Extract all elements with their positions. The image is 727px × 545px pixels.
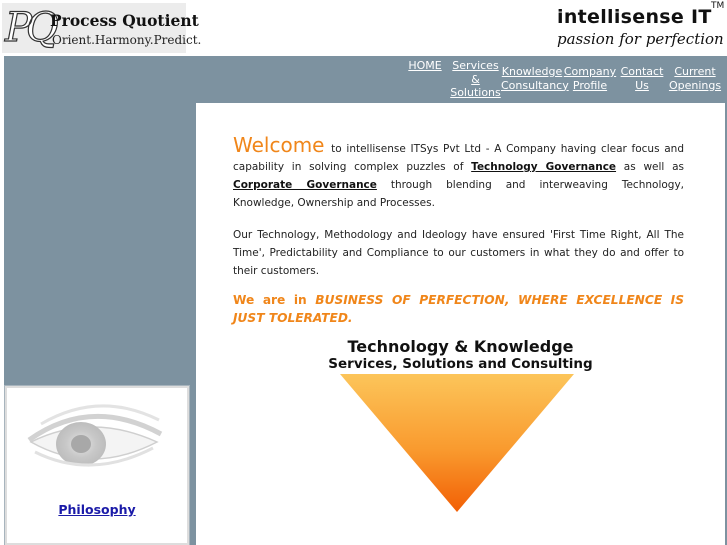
- nav-openings-label-1: Current: [674, 65, 716, 78]
- nav-company-label-2: Profile: [572, 78, 608, 92]
- nav-home-label: HOME: [408, 59, 442, 72]
- nav-knowledge-consultancy-link[interactable]: [501, 65, 569, 92]
- nav-knowledge-label-2: Consultancy: [501, 78, 569, 92]
- welcome-heading: Welcome: [233, 133, 325, 157]
- pq-logo-mark: PQ: [5, 5, 53, 51]
- nav-services-label-3: Solutions: [450, 86, 501, 99]
- nav-contact-label-1: Contact: [620, 65, 664, 78]
- pq-logo-title: Process Quotient: [50, 11, 199, 30]
- nav-knowledge-label-1: Knowledge: [501, 65, 563, 78]
- nav-contact-label-2: Us: [635, 78, 649, 92]
- intellisense-logo-tagline: passion for perfection: [557, 30, 724, 48]
- site-header: [0, 0, 727, 56]
- eye-image: [21, 394, 171, 474]
- nav-company-profile-link[interactable]: [563, 65, 617, 92]
- methodology-paragraph: Our Technology, Methodology and Ideology have ensured 'First Time Right, All The Time', Predictability and Compliance to our customers in what they do and offer to their customers.: [233, 229, 684, 277]
- graphic-title: Technology & Knowledge: [347, 337, 574, 356]
- nav-contact-us-link[interactable]: [618, 65, 666, 92]
- pq-logo-tagline: Orient.Harmony.Predict.: [52, 33, 202, 47]
- intro-text-2: as well as: [616, 161, 684, 173]
- philosophy-panel: [5, 386, 189, 545]
- nav-current-openings-link[interactable]: [668, 65, 722, 92]
- philosophy-link[interactable]: Philosophy: [58, 502, 136, 517]
- intellisense-logo-title: intellisense IT: [557, 6, 712, 28]
- intro-text-3: through blending and interweaving Technology, Knowledge, Ownership and Processes.: [233, 179, 684, 209]
- welcome-paragraph: [233, 133, 684, 212]
- motto-paragraph: [233, 291, 684, 327]
- technology-governance-link[interactable]: Technology Governance: [471, 161, 617, 173]
- main-content: [196, 103, 725, 545]
- graphic-subtitle: Services, Solutions and Consulting: [328, 356, 593, 372]
- motto-emphasis: BUSINESS OF PERFECTION, WHERE EXCELLENCE IS JUST TOLERATED.: [233, 293, 684, 325]
- nav-home-link[interactable]: [408, 59, 442, 73]
- motto-prefix: We are in: [233, 293, 316, 307]
- nav-services-label-2: &: [471, 72, 480, 86]
- intro-text-1: to intellisense ITSys Pvt Ltd - A Company having clear focus and capability in solving complex puzzles of: [233, 143, 684, 173]
- nav-services-link[interactable]: [450, 59, 501, 100]
- corporate-governance-link[interactable]: Corporate Governance: [233, 179, 377, 191]
- trademark-mark: TM: [711, 1, 725, 11]
- inverted-triangle-graphic: [340, 374, 574, 512]
- nav-openings-label-2: Openings: [668, 78, 722, 92]
- nav-services-label-1: Services: [452, 59, 499, 72]
- process-quotient-logo[interactable]: [2, 3, 202, 53]
- nav-company-label-1: Company: [563, 65, 617, 78]
- intellisense-logo[interactable]: [555, 3, 723, 53]
- top-nav-bar: [4, 56, 725, 103]
